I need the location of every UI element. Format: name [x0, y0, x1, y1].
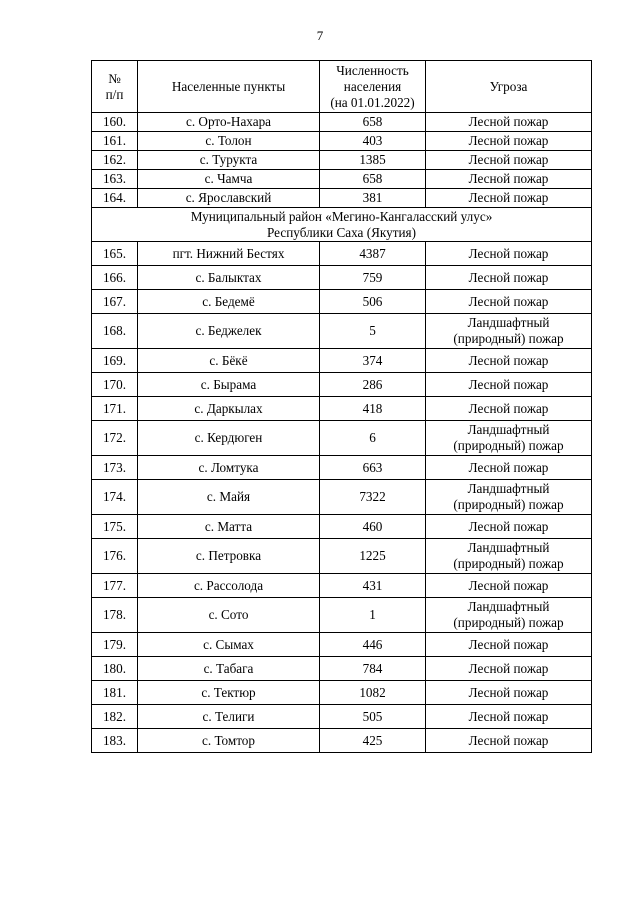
population-value: 4387 — [320, 242, 426, 266]
threat-value: Лесной пожар — [426, 170, 592, 189]
row-number: 169. — [92, 349, 138, 373]
row-number: 182. — [92, 705, 138, 729]
threat-value: Лесной пожар — [426, 151, 592, 170]
row-number: 166. — [92, 266, 138, 290]
table-row — [92, 633, 592, 657]
threat-line: Лесной пожар — [468, 732, 549, 748]
threat-value — [426, 729, 592, 753]
header-number — [92, 61, 138, 113]
threat-line: Лесной пожар — [468, 269, 549, 285]
region-line: Муниципальный район «Мегино-Кангаласский улус» — [190, 208, 493, 224]
threat-value — [426, 598, 592, 633]
settlement-name: с. Сымах — [138, 633, 320, 657]
settlement-name: с. Толон — [138, 132, 320, 151]
threat-value — [426, 681, 592, 705]
settlement-name: с. Беджелек — [138, 314, 320, 349]
settlement-name: пгт. Нижний Бестях — [138, 242, 320, 266]
settlement-name: с. Матта — [138, 515, 320, 539]
threat-value — [426, 657, 592, 681]
population-value: 1 — [320, 598, 426, 633]
row-number: 163. — [92, 170, 138, 189]
threat-line: (природный) пожар — [453, 438, 564, 453]
threat-line: (природный) пожар — [453, 331, 564, 346]
population-value: 460 — [320, 515, 426, 539]
threat-value — [426, 705, 592, 729]
threat-value — [426, 574, 592, 598]
settlement-name: с. Рассолода — [138, 574, 320, 598]
threat-value — [426, 373, 592, 397]
row-number: 173. — [92, 456, 138, 480]
population-value: 381 — [320, 189, 426, 208]
table-row — [92, 242, 592, 266]
row-number: 175. — [92, 515, 138, 539]
threat-value — [426, 456, 592, 480]
settlement-name: с. Тектюр — [138, 681, 320, 705]
population-value: 5 — [320, 314, 426, 349]
row-number: 179. — [92, 633, 138, 657]
threat-line: Ландшафтный — [467, 540, 550, 555]
threat-line: Лесной пожар — [468, 708, 549, 724]
population-value: 403 — [320, 132, 426, 151]
threat-line: Лесной пожар — [468, 400, 549, 416]
population-value: 784 — [320, 657, 426, 681]
table-row — [92, 397, 592, 421]
row-number: 165. — [92, 242, 138, 266]
population-value: 1082 — [320, 681, 426, 705]
population-value: 286 — [320, 373, 426, 397]
settlement-name: с. Ярославский — [138, 189, 320, 208]
threat-value — [426, 480, 592, 515]
threat-value: Лесной пожар — [426, 189, 592, 208]
row-number: 171. — [92, 397, 138, 421]
table-row — [92, 515, 592, 539]
population-value: 374 — [320, 349, 426, 373]
row-number: 170. — [92, 373, 138, 397]
table-row — [92, 290, 592, 314]
threat-line: Лесной пожар — [468, 636, 549, 652]
table-row — [92, 539, 592, 574]
population-value: 6 — [320, 421, 426, 456]
settlement-name: с. Бедемё — [138, 290, 320, 314]
header-population-line: населения — [343, 78, 402, 94]
threat-line: (природный) пожар — [453, 556, 564, 571]
page-number: 7 — [316, 28, 324, 43]
settlement-name: с. Кердюген — [138, 421, 320, 456]
region-line: Республики Саха (Якутия) — [267, 224, 416, 240]
threat-value — [426, 242, 592, 266]
threat-line: Лесной пожар — [468, 293, 549, 309]
region-row — [92, 208, 592, 242]
table-row — [92, 574, 592, 598]
table-row — [92, 132, 592, 151]
population-value: 663 — [320, 456, 426, 480]
header-threat: Угроза — [426, 61, 592, 113]
table-body-main — [92, 242, 592, 753]
region-cell — [92, 208, 592, 242]
threat-value — [426, 397, 592, 421]
header-number-line: № — [108, 70, 121, 86]
table-row — [92, 349, 592, 373]
row-number: 161. — [92, 132, 138, 151]
settlement-name: с. Ломтука — [138, 456, 320, 480]
table-row — [92, 598, 592, 633]
settlements-table — [91, 60, 592, 753]
population-value: 658 — [320, 113, 426, 132]
row-number: 183. — [92, 729, 138, 753]
settlement-name: с. Телиги — [138, 705, 320, 729]
row-number: 168. — [92, 314, 138, 349]
population-value: 759 — [320, 266, 426, 290]
header-number-line: п/п — [105, 86, 124, 102]
population-value: 658 — [320, 170, 426, 189]
threat-value — [426, 421, 592, 456]
row-number: 181. — [92, 681, 138, 705]
table-row — [92, 705, 592, 729]
table-row — [92, 657, 592, 681]
threat-value — [426, 515, 592, 539]
threat-value — [426, 539, 592, 574]
table-row — [92, 314, 592, 349]
settlement-name: с. Бырама — [138, 373, 320, 397]
row-number: 180. — [92, 657, 138, 681]
row-number: 174. — [92, 480, 138, 515]
settlement-name: с. Томтор — [138, 729, 320, 753]
threat-value — [426, 633, 592, 657]
population-value: 418 — [320, 397, 426, 421]
population-value: 446 — [320, 633, 426, 657]
header-population-line: (на 01.01.2022) — [330, 94, 415, 110]
table-row — [92, 421, 592, 456]
threat-line: Лесной пожар — [468, 684, 549, 700]
settlement-name: с. Бёкё — [138, 349, 320, 373]
threat-line: Лесной пожар — [468, 376, 549, 392]
table-row — [92, 681, 592, 705]
table-row — [92, 480, 592, 515]
threat-value: Лесной пожар — [426, 132, 592, 151]
threat-line: Ландшафтный — [467, 422, 550, 437]
header-settlement: Населенные пункты — [138, 61, 320, 113]
threat-line: Лесной пожар — [468, 518, 549, 534]
settlement-name: с. Балыктах — [138, 266, 320, 290]
settlement-name: с. Петровка — [138, 539, 320, 574]
row-number: 172. — [92, 421, 138, 456]
table-row — [92, 113, 592, 132]
table-header-row — [92, 61, 592, 113]
row-number: 164. — [92, 189, 138, 208]
threat-line: Ландшафтный — [467, 315, 550, 330]
table-row — [92, 729, 592, 753]
population-value: 1225 — [320, 539, 426, 574]
settlement-name: с. Майя — [138, 480, 320, 515]
row-number: 162. — [92, 151, 138, 170]
threat-line: Ландшафтный — [467, 481, 550, 496]
threat-line: (природный) пожар — [453, 497, 564, 512]
threat-line: (природный) пожар — [453, 615, 564, 630]
threat-line: Лесной пожар — [468, 459, 549, 475]
threat-line: Лесной пожар — [468, 245, 549, 261]
threat-value — [426, 290, 592, 314]
settlement-name: с. Даркылах — [138, 397, 320, 421]
threat-value: Лесной пожар — [426, 113, 592, 132]
table-row — [92, 151, 592, 170]
threat-line: Лесной пожар — [468, 352, 549, 368]
table-row — [92, 456, 592, 480]
threat-line: Лесной пожар — [468, 660, 549, 676]
table-row — [92, 373, 592, 397]
settlement-name: с. Орто-Нахара — [138, 113, 320, 132]
table-row — [92, 170, 592, 189]
region-section — [92, 208, 592, 242]
table-row — [92, 266, 592, 290]
settlement-name: с. Сото — [138, 598, 320, 633]
population-value: 505 — [320, 705, 426, 729]
row-number: 178. — [92, 598, 138, 633]
population-value: 1385 — [320, 151, 426, 170]
population-value: 506 — [320, 290, 426, 314]
threat-line: Лесной пожар — [468, 577, 549, 593]
row-number: 177. — [92, 574, 138, 598]
table-row — [92, 189, 592, 208]
threat-value — [426, 349, 592, 373]
population-value: 7322 — [320, 480, 426, 515]
threat-line: Ландшафтный — [467, 599, 550, 614]
row-number: 176. — [92, 539, 138, 574]
row-number: 167. — [92, 290, 138, 314]
header-population — [320, 61, 426, 113]
table-body-top — [92, 113, 592, 208]
settlement-name: с. Чамча — [138, 170, 320, 189]
row-number: 160. — [92, 113, 138, 132]
header-population-line: Численность — [336, 62, 409, 78]
threat-value — [426, 266, 592, 290]
threat-value — [426, 314, 592, 349]
settlement-name: с. Турукта — [138, 151, 320, 170]
population-value: 425 — [320, 729, 426, 753]
population-value: 431 — [320, 574, 426, 598]
settlement-name: с. Табага — [138, 657, 320, 681]
